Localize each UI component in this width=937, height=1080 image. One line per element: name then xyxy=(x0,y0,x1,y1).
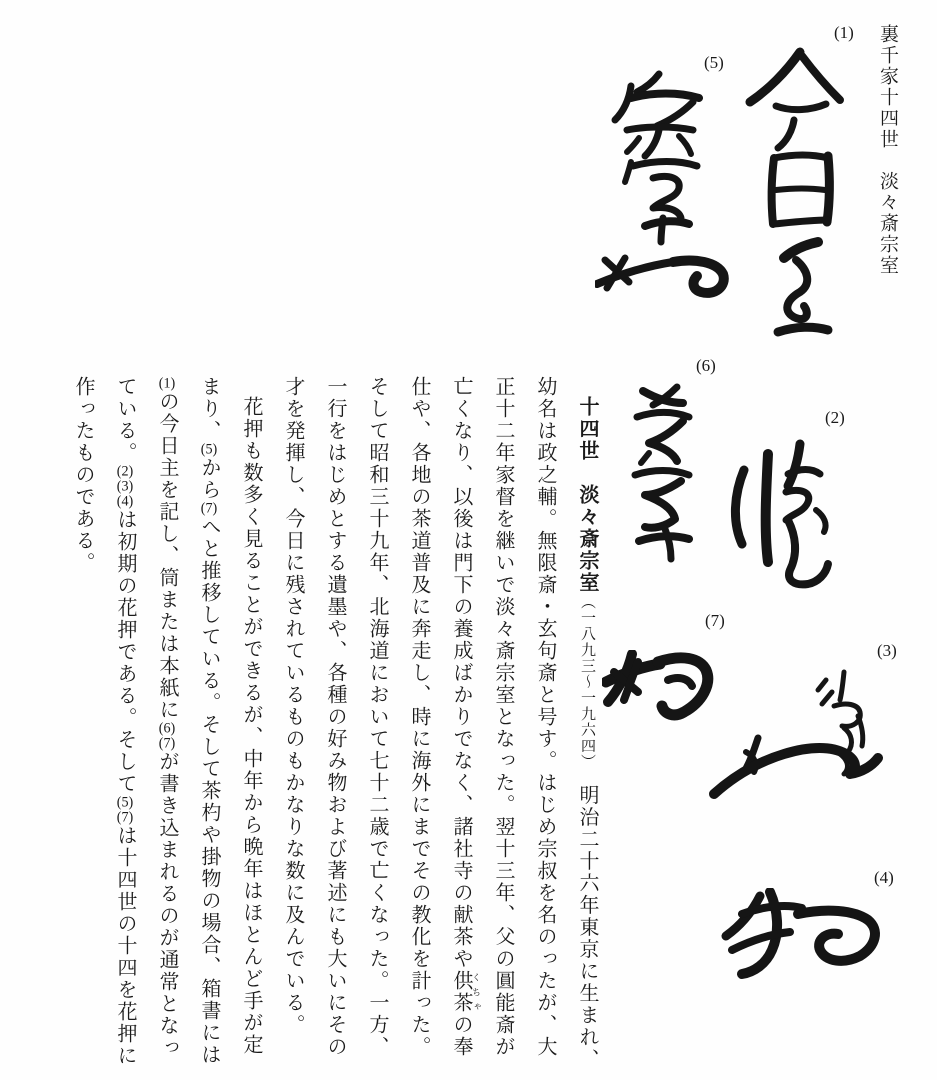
sample-label-6: (6) xyxy=(696,356,716,375)
brush-soshitsu-kao-icon xyxy=(595,68,733,303)
ruby-base: 供茶 xyxy=(450,970,472,1014)
bio-text-segment: 明治二十六年東京に生まれ、幼名は政之輔。無限斎・玄句斎と号す。はじめ宗叔を名のったが、大正十二年家督を継いで淡々斎宗室となった。翌十三年、父の圓能斎が亡くなり、以後は門下の養成ばかりでなく、諸社寺の献茶や xyxy=(450,376,598,1071)
sample-label-4: (4) xyxy=(874,868,894,887)
brush-soshitsu-icon xyxy=(615,383,703,565)
sample-label-7: (7) xyxy=(705,611,725,630)
bio-text-segment: の今日主を記し、筒または本紙に xyxy=(156,391,178,721)
calligraphy-sample-6 xyxy=(615,383,703,565)
calligraphy-sample-7 xyxy=(602,650,714,728)
brush-kao4-icon xyxy=(714,888,886,986)
ref-number: (3) xyxy=(116,479,134,494)
ref-number: (7) xyxy=(200,501,218,516)
ref-number: (6) xyxy=(158,721,176,736)
brush-kao3-icon xyxy=(706,668,884,810)
brush-kyojitsu-icon xyxy=(738,46,850,346)
calligraphy-sample-3 xyxy=(706,668,884,810)
ref-number: (1) xyxy=(158,376,176,391)
page-header: 裏千家十四世 淡々斎宗室 xyxy=(877,24,898,276)
biography-text xyxy=(14,376,608,1076)
ref-number: (4) xyxy=(116,494,134,509)
brush-kao2-icon xyxy=(718,436,848,598)
calligraphy-sample-5 xyxy=(595,68,733,303)
ref-number: (7) xyxy=(116,810,134,825)
brush-kao7-icon xyxy=(602,650,714,728)
bio-paragraph-2 xyxy=(62,376,272,1076)
bio-text-segment: 花押も数多く見ることができるが、中年から晩年はほとんど手が定まり、 xyxy=(198,376,262,1056)
calligraphy-sample-1 xyxy=(738,46,850,346)
bio-dates: （一八九三〜一九六四） xyxy=(579,594,595,763)
furigana-kucha xyxy=(450,970,481,1014)
bio-text-segment: は十四世の十四を花押に作ったものである。 xyxy=(72,376,136,1067)
ruby-text: くちゃ xyxy=(471,970,481,1014)
bio-heading: 十四世 淡々斎宗室 xyxy=(576,396,598,594)
ref-number: (7) xyxy=(158,736,176,751)
ref-number: (5) xyxy=(116,795,134,810)
sample-label-3: (3) xyxy=(877,641,897,660)
bio-text-segment: へと推移している。そして茶杓や掛物の場合、箱書には xyxy=(198,516,220,1066)
sample-label-1: (1) xyxy=(834,23,854,42)
bio-paragraph-1 xyxy=(272,376,608,1076)
bio-text-segment: は初期の花押である。そして xyxy=(114,509,136,795)
ref-number: (5) xyxy=(200,442,218,457)
bio-text-segment: が書き込まれるのが通常となっている。 xyxy=(114,376,178,1059)
sample-label-2: (2) xyxy=(825,408,845,427)
calligraphy-sample-2 xyxy=(718,436,848,598)
calligraphy-sample-4 xyxy=(714,888,886,986)
bio-text-segment: から xyxy=(198,457,220,501)
sample-label-5: (5) xyxy=(704,53,724,72)
ref-number: (2) xyxy=(116,464,134,479)
bio-text-segment: の奉仕や、各地の茶道普及に奔走し、時に海外にまでその教化を計った。そして昭和三十九年、北海道において七十二歳で亡くなった。一方、一行をはじめとする遺墨や、各種の好み物および著述にも大いにその才を発揮し、今日に残されているものもかなりな数に及んでいる。 xyxy=(282,376,472,1058)
